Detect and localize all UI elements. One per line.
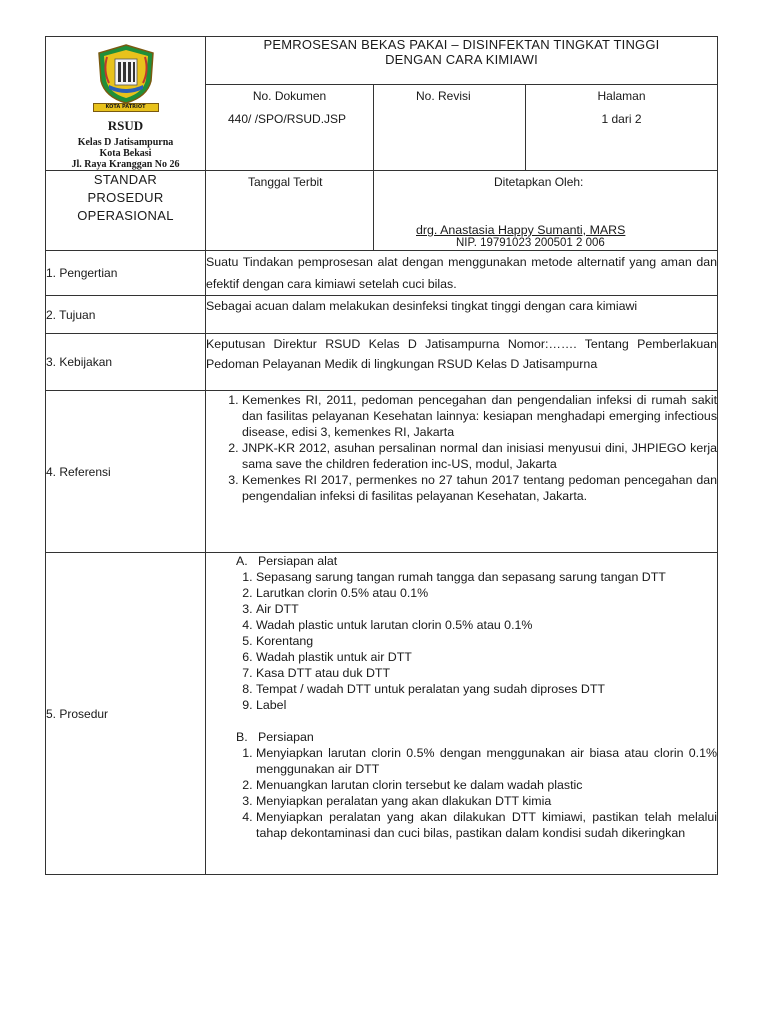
hospital-identity [46,37,206,171]
section-label-prosedur: 5. Prosedur [46,553,206,875]
spo-document [45,36,717,875]
rsud-address: Jl. Raya Kranggan No 26 [71,159,180,170]
reference-item: 2. JNPK-KR 2012, asuhan persalinan normal dan inisiasi menyusui dini, JHPIEGO kerja sama save the children federation inc-US, modul, Jakarta [242,440,717,472]
rsud-city: Kota Bekasi [99,148,152,159]
subsection-a-title: A. Persiapan alat [236,554,338,568]
section-prosedur [206,553,718,875]
page-value: 1 dari 2 [601,112,642,127]
preparation-step: 1. Menyiapkan larutan clorin 0.5% dengan menggunakan air biasa atau clorin 0.1% menggunakan air DTT [256,745,717,777]
revision-value [374,103,525,112]
doc-number-cell [206,85,374,130]
equipment-item: 9. Label [256,697,717,713]
revision-cell [374,85,526,130]
issue-date-cell [206,171,374,251]
section-text-tujuan: Sebagai acuan dalam melakukan desinfeksi tingkat tinggi dengan cara kimiawi [206,296,718,334]
title-line-1: PEMROSESAN BEKAS PAKAI – DISINFEKTAN TINGKAT TINGGI [263,37,660,52]
city-crest-logo [95,43,157,107]
equipment-item: 4. Wadah plastic untuk larutan clorin 0.5% atau 0.1% [256,617,717,633]
section-label-pengertian: 1. Pengertian [46,251,206,296]
document-title [206,37,718,85]
approver-name: drg. Anastasia Happy Sumanti, MARS [416,223,626,237]
subsection-b-title: B. Persiapan [236,730,314,744]
reference-list [206,392,717,504]
spo-table [45,36,718,875]
section-text-kebijakan: Keputusan Direktur RSUD Kelas D Jatisampurna Nomor:……. Tentang Pemberlakuan Pedoman Pelayanan Medik di lingkungan RSUD Kelas D Jatisampurna [206,334,718,391]
approver-nip: NIP. 19791023 200501 2 006 [456,237,605,249]
approved-by-label: Ditetapkan Oleh: [494,175,584,189]
equipment-item: 7. Kasa DTT atau duk DTT [256,665,717,681]
equipment-item: 8. Tempat / wadah DTT untuk peralatan yang sudah diproses DTT [256,681,717,697]
rsud-name: RSUD [107,118,144,133]
logo-ribbon: KOTA PATRIOT [93,103,159,112]
revision-label: No. Revisi [416,89,471,104]
section-text-pengertian: Suatu Tindakan pemprosesan alat dengan menggunakan metode alternatif yang aman dan efektif dengan cara kimiawi setelah cuci bilas. [206,251,718,296]
equipment-item: 6. Wadah plastik untuk air DTT [256,649,717,665]
issue-date-label: Tanggal Terbit [248,175,323,189]
doc-number-value: 440/ /SPO/RSUD.JSP [228,112,347,127]
equipment-list [206,569,717,713]
section-label-referensi: 4. Referensi [46,391,206,553]
doc-number-label: No. Dokumen [252,89,327,104]
equipment-item: 3. Air DTT [256,601,717,617]
equipment-item: 1. Sepasang sarung tangan rumah tangga dan sepasang sarung tangan DTT [256,569,717,585]
preparation-step: 3. Menyiapkan peralatan yang akan dlakukan DTT kimia [256,793,717,809]
reference-item: 3. Kemenkes RI 2017, permenkes no 27 tahun 2017 tentang pedoman pencegahan dan pengendalian infeksi di fasilitas pelayanan Kesehatan, Jakarta. [242,472,717,504]
page-cell [526,85,718,130]
section-referensi [206,391,718,553]
page-label: Halaman [597,89,646,104]
preparation-step: 2. Menuangkan larutan clorin tersebut ke dalam wadah plastic [256,777,717,793]
rsud-class: Kelas D Jatisampurna [77,137,174,148]
spo-label: STANDAR PROSEDUR OPERASIONAL [46,171,206,251]
title-line-2: DENGAN CARA KIMIAWI [385,52,538,67]
approval-cell [374,171,718,251]
equipment-item: 5. Korentang [256,633,717,649]
section-label-tujuan: 2. Tujuan [46,296,206,334]
equipment-item: 2. Larutkan clorin 0.5% atau 0.1% [256,585,717,601]
preparation-steps [206,745,717,841]
section-label-kebijakan: 3. Kebijakan [46,334,206,391]
preparation-step: 4. Menyiapkan peralatan yang akan dilakukan DTT kimiawi, pastikan telah melalui tahap dekontaminasi dan cuci bilas, pastikan dalam kondisi sudah dikeringkan [256,809,717,841]
reference-item: 1. Kemenkes RI, 2011, pedoman pencegahan dan pengendalian infeksi di rumah sakit dan fasilitas pelayanan Kesehatan lainnya: kesiapan menghadapi emerging infectious disease, edisi 3, kemenkes RI, Jakarta [242,392,717,440]
